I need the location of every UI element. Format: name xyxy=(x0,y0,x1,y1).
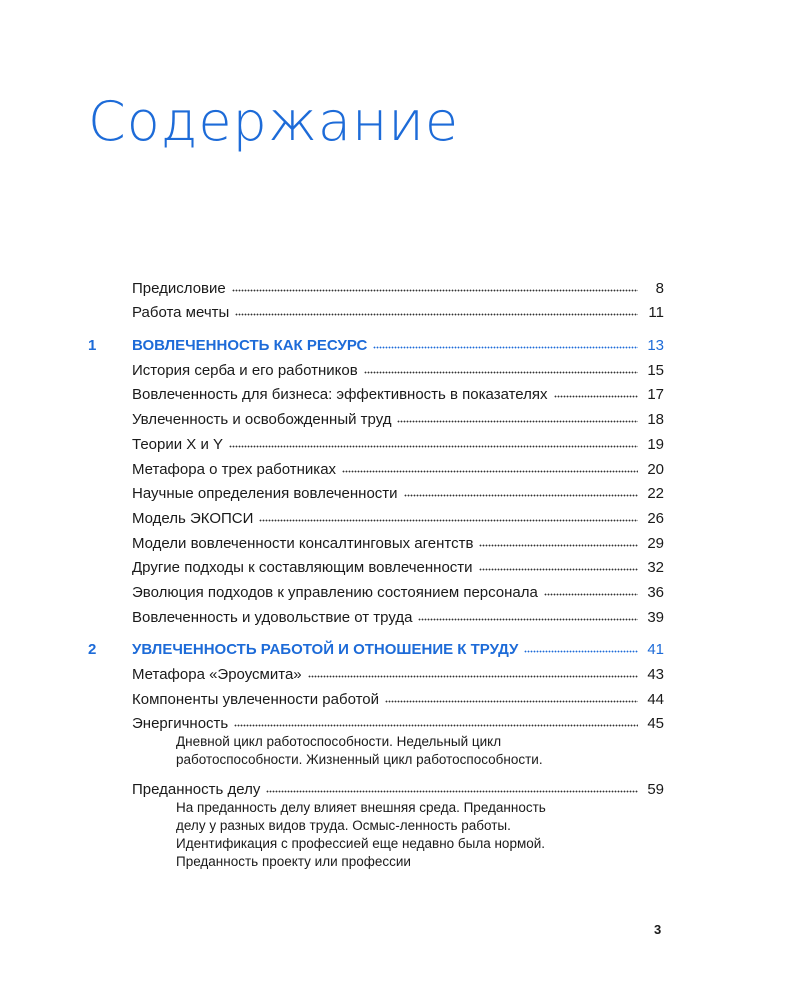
entry-page-number: 32 xyxy=(647,559,664,577)
entry-page-number: 44 xyxy=(647,690,664,708)
entry-page-number: 36 xyxy=(647,583,664,601)
entry-title: Компоненты увлеченности работой xyxy=(132,690,380,708)
entry-page-number: 41 xyxy=(647,641,664,659)
entry-page-number: 15 xyxy=(647,361,664,379)
dot-leader xyxy=(554,389,638,399)
toc-entry xyxy=(88,453,664,478)
entry-page-number: 39 xyxy=(647,608,664,626)
entry-title: Эволюция подходов к управлению состоянием персонала xyxy=(132,583,538,601)
entry-title: Вовлеченность и удовольствие от труда xyxy=(132,608,413,626)
dot-leader xyxy=(308,669,638,679)
dot-leader xyxy=(364,365,638,375)
toc-entry xyxy=(88,552,664,577)
chapter-number: 2 xyxy=(88,641,97,659)
entry-title: Теории X и Y xyxy=(132,435,223,453)
entry-title: Вовлеченность для бизнеса: эффективность в показателях xyxy=(132,386,548,404)
toc-entry xyxy=(88,379,664,404)
toc-entry xyxy=(88,478,664,503)
entry-page-number: 45 xyxy=(647,715,664,733)
toc-entry xyxy=(88,773,664,798)
entry-page-number: 59 xyxy=(647,781,664,799)
toc-entry xyxy=(88,527,664,552)
entry-page-number: 18 xyxy=(647,411,664,429)
entry-title: Метафора о трех работниках xyxy=(132,460,337,478)
dot-leader xyxy=(266,784,638,794)
entry-page-number: 11 xyxy=(648,304,664,322)
dot-leader xyxy=(373,340,638,350)
dot-leader xyxy=(385,694,638,704)
table-of-contents xyxy=(88,272,664,875)
page-title: Содержание xyxy=(88,90,460,153)
toc-entry xyxy=(88,297,664,322)
toc-entry xyxy=(88,658,664,683)
chapter-number: 1 xyxy=(88,337,97,355)
entry-subtopics: Дневной цикл работоспособности. Недельный цикл работоспособности. Жизненный цикл работоспособности. xyxy=(176,734,543,768)
entry-title: Модели вовлеченности консалтинговых агентств xyxy=(132,534,474,552)
entry-title: История серба и его работников xyxy=(132,361,358,379)
entry-title: Предисловие xyxy=(132,279,226,297)
entry-title: Преданность делу xyxy=(132,781,261,799)
dot-leader xyxy=(232,283,638,293)
entry-title: Метафора «Эроусмита» xyxy=(132,666,302,683)
dot-leader xyxy=(544,587,638,597)
toc-entry xyxy=(88,576,664,601)
dot-leader xyxy=(229,439,638,449)
entry-page-number: 43 xyxy=(647,666,664,683)
entry-title: Модель ЭКОПСИ xyxy=(132,509,254,527)
entry-title: ВОВЛЕЧЕННОСТЬ КАК РЕСУРС xyxy=(132,337,368,355)
dot-leader xyxy=(259,513,638,523)
toc-entry xyxy=(88,428,664,453)
dot-leader xyxy=(397,414,638,424)
dot-leader xyxy=(479,538,638,548)
toc-chapter xyxy=(88,634,664,659)
entry-title: УВЛЕЧЕННОСТЬ РАБОТОЙ И ОТНОШЕНИЕ К ТРУДУ xyxy=(132,641,519,659)
entry-title: Увлеченность и освобожденный труд xyxy=(132,411,392,429)
entry-title: Работа мечты xyxy=(132,304,230,322)
entry-title: Другие подходы к составляющим вовлеченности xyxy=(132,559,473,577)
toc-entry xyxy=(88,272,664,297)
toc-entry xyxy=(88,601,664,626)
entry-page-number: 13 xyxy=(647,337,664,355)
toc-entry xyxy=(88,708,664,733)
page-number: 3 xyxy=(654,922,662,937)
toc-entry xyxy=(88,354,664,379)
dot-leader xyxy=(524,644,638,654)
entry-page-number: 17 xyxy=(647,386,664,404)
dot-leader xyxy=(479,562,638,572)
entry-page-number: 20 xyxy=(647,460,664,478)
entry-title: Научные определения вовлеченности xyxy=(132,485,398,503)
entry-page-number: 26 xyxy=(647,509,664,527)
dot-leader xyxy=(234,718,638,728)
dot-leader xyxy=(418,612,638,622)
toc-chapter xyxy=(88,329,664,354)
toc-entry xyxy=(88,403,664,428)
dot-leader xyxy=(235,307,638,317)
dot-leader xyxy=(342,464,638,474)
entry-page-number: 8 xyxy=(655,279,664,297)
toc-entry xyxy=(88,502,664,527)
toc-entry xyxy=(88,683,664,708)
entry-page-number: 29 xyxy=(647,534,664,552)
entry-page-number: 19 xyxy=(647,435,664,453)
entry-page-number: 22 xyxy=(647,485,664,503)
dot-leader xyxy=(404,488,638,498)
entry-subtopics: На преданность делу влияет внешняя среда. Преданность делу у разных видов труда. Осмыс-ленность работы. Идентификация с профессией еще недавно была нормой. Преданность проекту или профессии xyxy=(176,800,546,870)
entry-title: Энергичность xyxy=(132,715,229,733)
